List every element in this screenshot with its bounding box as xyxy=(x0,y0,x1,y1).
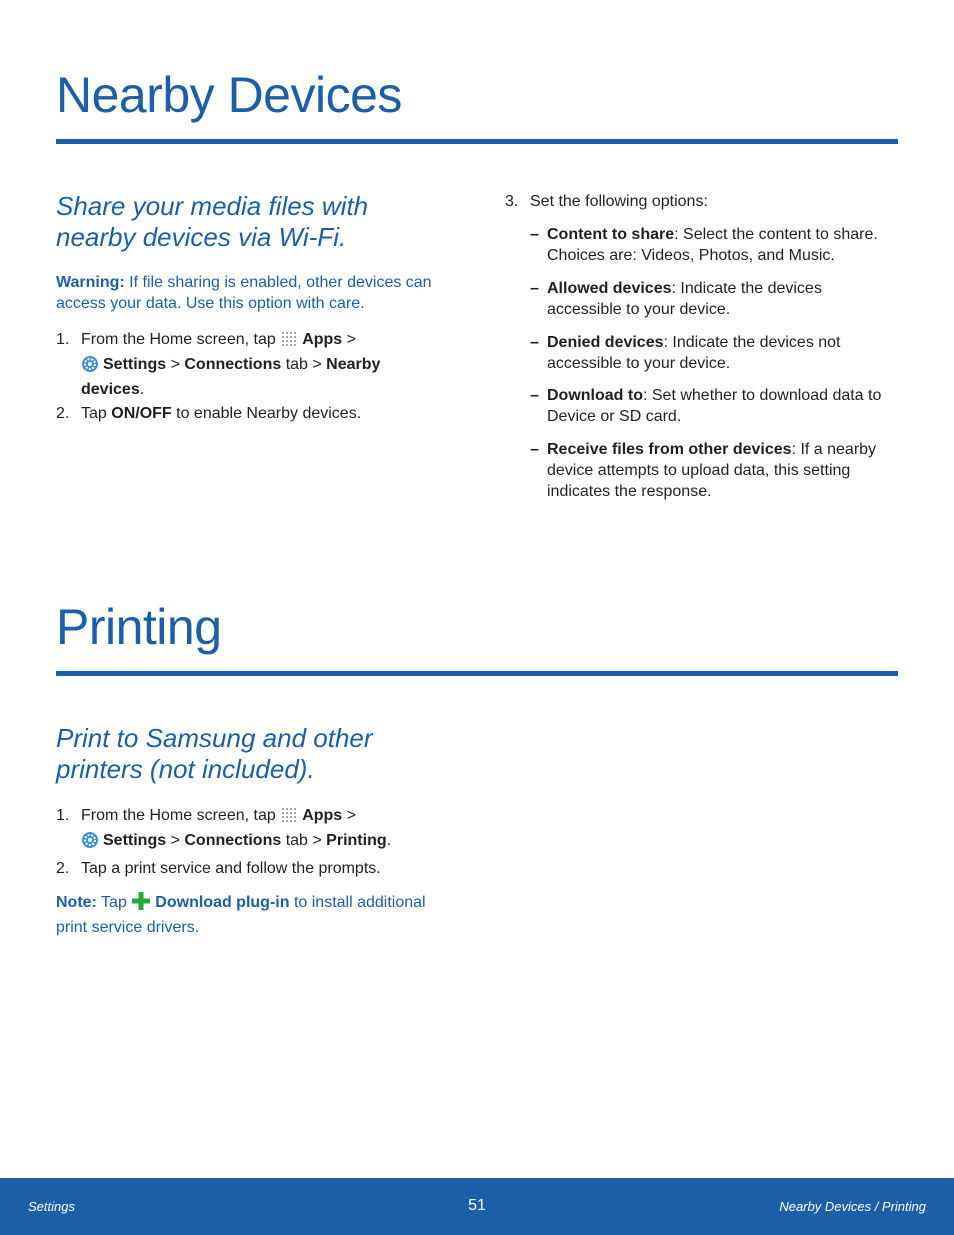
warning-block xyxy=(56,272,476,314)
apps-label: Apps xyxy=(302,807,343,824)
footer-chapter: Nearby Devices / Printing xyxy=(779,1199,926,1214)
title-rule xyxy=(56,671,898,676)
step-text: Tap xyxy=(81,405,112,422)
devices-label: devices xyxy=(81,381,140,398)
printing-step-1 xyxy=(56,805,476,855)
connections-label: Connections xyxy=(184,356,282,373)
step-text: to enable Nearby devices. xyxy=(171,405,362,422)
step-text: Tap a print service and follow the prompts. xyxy=(81,860,381,877)
option-label: Receive files from other devices xyxy=(547,441,792,458)
note-text: print service drivers. xyxy=(56,919,200,936)
subtitle-line: Share your media files with xyxy=(56,191,369,221)
subtitle-line: printers (not included). xyxy=(56,754,315,784)
bullet-dash: – xyxy=(530,387,539,404)
option-download-to xyxy=(530,385,910,427)
step-number: 1. xyxy=(56,807,70,824)
option-text: indicates the response. xyxy=(547,483,712,500)
apps-label: Apps xyxy=(302,331,343,348)
step-text: Set the following options: xyxy=(530,193,708,210)
option-text: : If a nearby xyxy=(791,441,877,458)
option-denied-devices xyxy=(530,332,910,374)
settings-gear-icon xyxy=(81,355,99,379)
apps-grid-icon xyxy=(280,330,298,354)
bullet-dash: – xyxy=(530,280,539,297)
option-text: : Select the content to share. xyxy=(674,226,878,243)
subtitle-line: Print to Samsung and other xyxy=(56,723,373,753)
step-text: . xyxy=(386,832,392,849)
step-number: 2. xyxy=(56,405,70,422)
step-2 xyxy=(56,403,476,424)
step-text: > xyxy=(166,832,185,849)
bullet-dash: – xyxy=(530,226,539,243)
option-text: : Indicate the devices xyxy=(671,280,822,297)
option-text: device attempts to upload data, this setting xyxy=(547,462,851,479)
option-text: accessible to your device. xyxy=(547,301,731,318)
printing-label: Printing xyxy=(326,832,387,849)
warning-text: If file sharing is enabled, other devices can xyxy=(124,274,432,291)
step-3 xyxy=(505,191,905,212)
bullet-dash: – xyxy=(530,441,539,458)
step-1 xyxy=(56,329,476,400)
step-text: . xyxy=(139,381,145,398)
page-title-printing: Printing xyxy=(56,599,222,655)
warning-label: Warning: xyxy=(56,274,125,291)
subtitle-line: nearby devices via Wi-Fi. xyxy=(56,222,347,252)
option-label: Allowed devices xyxy=(547,280,672,297)
bullet-dash: – xyxy=(530,334,539,351)
note-label: Note: xyxy=(56,894,97,911)
option-receive-files xyxy=(530,439,910,502)
note-text: Tap xyxy=(96,894,132,911)
option-label: Denied devices xyxy=(547,334,664,351)
footer-section: Settings xyxy=(28,1199,75,1214)
page-title-nearby-devices: Nearby Devices xyxy=(56,67,402,123)
option-text: Choices are: Videos, Photos, and Music. xyxy=(547,247,835,264)
plus-icon xyxy=(131,891,151,917)
step-text: tab > xyxy=(281,356,327,373)
apps-grid-icon xyxy=(280,806,298,830)
warning-text: access your data. Use this option with care. xyxy=(56,295,365,312)
note-block xyxy=(56,891,476,938)
option-text: accessible to your device. xyxy=(547,355,731,372)
option-text: Device or SD card. xyxy=(547,408,682,425)
settings-gear-icon xyxy=(81,831,99,855)
connections-label: Connections xyxy=(184,832,282,849)
download-plugin-label: Download plug-in xyxy=(155,894,290,911)
option-text: : Set whether to download data to xyxy=(642,387,882,404)
settings-label: Settings xyxy=(103,832,167,849)
printing-step-2 xyxy=(56,858,476,879)
step-text: > xyxy=(342,807,356,824)
note-text: to install additional xyxy=(289,894,426,911)
option-allowed-devices xyxy=(530,278,910,320)
section2-subtitle xyxy=(56,723,476,785)
option-text: : Indicate the devices not xyxy=(663,334,841,351)
step-text: From the Home screen, tap xyxy=(81,331,276,348)
nearby-label: Nearby xyxy=(326,356,381,373)
settings-label: Settings xyxy=(103,356,167,373)
section1-subtitle xyxy=(56,191,476,253)
step-number: 2. xyxy=(56,860,70,877)
step-text: tab > xyxy=(281,832,327,849)
onoff-label: ON/OFF xyxy=(111,405,172,422)
page-number: 51 xyxy=(468,1197,486,1214)
option-label: Download to xyxy=(547,387,643,404)
page-footer xyxy=(0,1178,954,1235)
step-text: > xyxy=(166,356,185,373)
step-number: 3. xyxy=(505,193,519,210)
option-content-to-share xyxy=(530,224,910,266)
step-text: From the Home screen, tap xyxy=(81,807,276,824)
option-label: Content to share xyxy=(547,226,675,243)
step-text: > xyxy=(342,331,356,348)
title-rule xyxy=(56,139,898,144)
step-number: 1. xyxy=(56,331,70,348)
